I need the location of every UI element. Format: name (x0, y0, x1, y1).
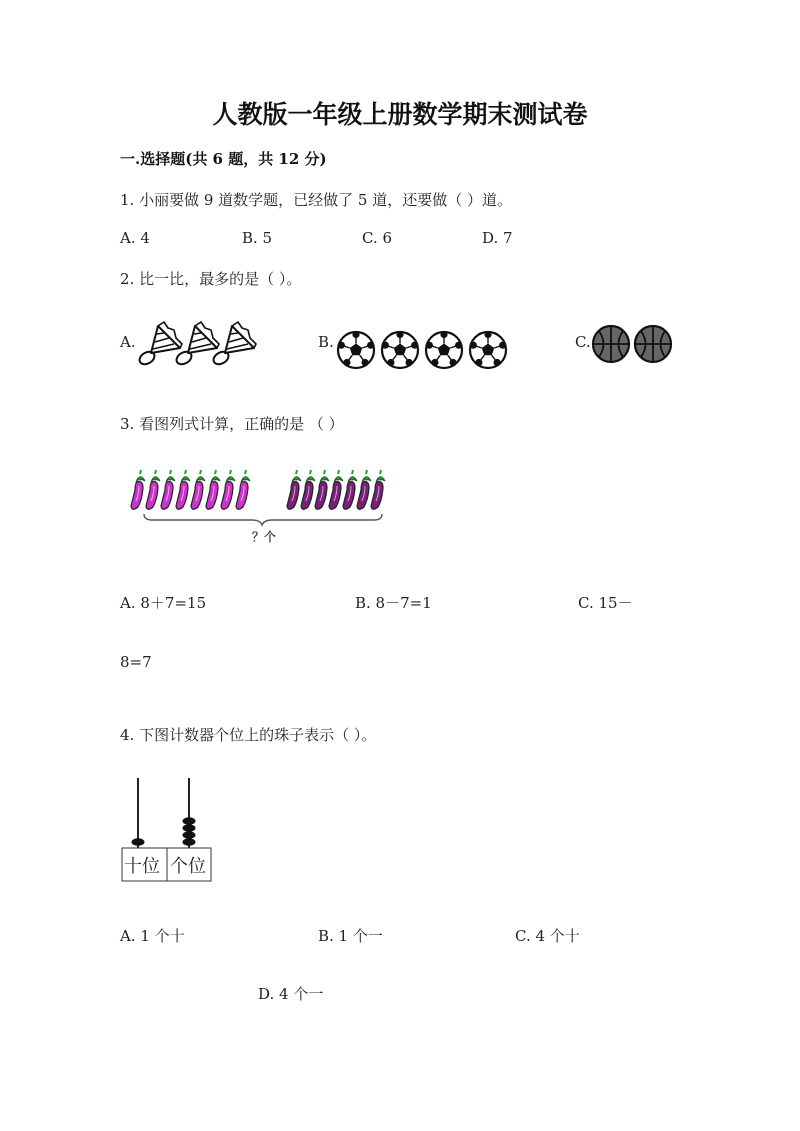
figure-brace-label: ？个 (252, 530, 277, 544)
shuttlecock-icon (137, 322, 182, 367)
question-3-text: 3. 看图列式计算，正确的是 （ ） (120, 415, 344, 433)
abacus-bead (183, 831, 196, 839)
eggplant-icon (343, 470, 357, 509)
eggplant-icon (371, 470, 385, 509)
question-1-option-d[interactable]: D. 7 (482, 229, 513, 247)
soccer-ball-group (336, 330, 510, 370)
abacus-bead (183, 824, 196, 832)
eggplant-icon (301, 470, 315, 509)
question-4-option-a[interactable]: A. 1 个十 (120, 927, 185, 945)
eggplant-icon (221, 470, 235, 509)
question-3-option-a[interactable]: A. 8＋7=15 (120, 594, 207, 612)
question-1-text: 1. 小丽要做 9 道数学题，已经做了 5 道，还要做（ ）道。 (120, 191, 513, 209)
abacus-bead (183, 817, 196, 825)
soccer-ball-icon (426, 331, 463, 368)
question-4-option-d[interactable]: D. 4 个一 (258, 985, 324, 1003)
abacus-bead (183, 838, 196, 846)
eggplant-icon (131, 470, 145, 509)
abacus-label-tens: 十位 (124, 856, 160, 877)
soccer-ball-icon (382, 331, 419, 368)
question-1-option-c[interactable]: C. 6 (362, 229, 393, 247)
eggplant-icon (329, 470, 343, 509)
eggplant-icon (146, 470, 160, 509)
question-3-option-b[interactable]: B. 8－7=1 (355, 594, 432, 612)
eggplant-icon (315, 470, 329, 509)
eggplant-icon (357, 470, 371, 509)
question-4-text: 4. 下图计数器个位上的珠子表示（ ）。 (120, 726, 377, 744)
question-2-option-c[interactable]: C. (575, 333, 591, 351)
eggplant-icon (287, 470, 301, 509)
question-3-option-c-wrap: 8=7 (120, 653, 152, 671)
eggplant-icon (161, 470, 175, 509)
question-1-option-a[interactable]: A. 4 (120, 229, 150, 247)
eggplant-icon (176, 470, 190, 509)
question-2-text: 2. 比一比，最多的是（ ）。 (120, 270, 302, 288)
question-4-option-c[interactable]: C. 4 个十 (515, 927, 580, 945)
eggplant-icon (206, 470, 220, 509)
question-3-option-c[interactable]: C. 15－ (578, 594, 633, 612)
eggplant-icon (191, 470, 205, 509)
eggplant-icon (236, 470, 250, 509)
section-heading: 一.选择题(共 6 题，共 12 分) (120, 150, 327, 168)
question-2-option-a[interactable]: A. (120, 333, 136, 351)
basketball-icon (635, 326, 671, 362)
basketball-icon (593, 326, 629, 362)
shuttlecock-group (138, 322, 253, 368)
question-1-option-b[interactable]: B. 5 (242, 229, 273, 247)
abacus-label-ones: 个位 (170, 856, 206, 877)
soccer-ball-icon (338, 331, 375, 368)
question-4-option-b[interactable]: B. 1 个一 (318, 927, 383, 945)
basketball-group (592, 325, 676, 365)
abacus-bead (132, 838, 145, 846)
soccer-ball-icon (470, 331, 507, 368)
figure-brace (144, 514, 382, 525)
page-title: 人教版一年级上册数学期末测试卷 (212, 100, 588, 129)
question-2-option-b[interactable]: B. (318, 333, 334, 351)
